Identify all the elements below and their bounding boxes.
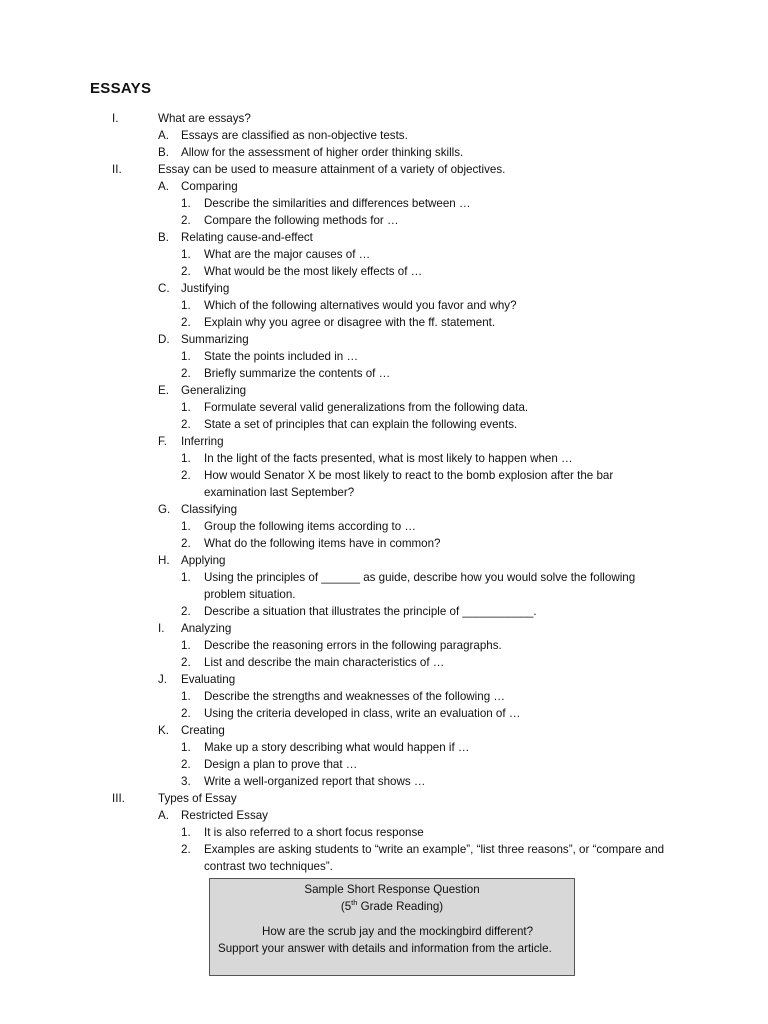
sample-box-heading: Sample Short Response Question <box>304 883 480 896</box>
outline-item-level-3 <box>0 773 768 790</box>
outline-text: Restricted Essay <box>181 809 268 822</box>
outline-text: What would be the most likely effects of … <box>204 265 423 278</box>
outline-marker: 2. <box>181 605 191 618</box>
outline-item-level-2 <box>0 127 768 144</box>
outline-marker: 2. <box>181 843 191 856</box>
outline-item-level-3 <box>0 824 768 841</box>
outline-text: Relating cause-and-effect <box>181 231 313 244</box>
outline-text: Describe a situation that illustrates the principle of ___________. <box>204 605 537 618</box>
sample-box-grade: (5th Grade Reading) <box>340 898 444 913</box>
outline-marker: 2. <box>181 265 191 278</box>
outline-item-level-3 <box>0 603 768 620</box>
outline-text: Allow for the assessment of higher order thinking skills. <box>181 146 464 159</box>
outline-text: State a set of principles that can explain the following events. <box>204 418 518 431</box>
outline-text: State the points included in … <box>204 350 359 363</box>
outline-marker: 2. <box>181 367 191 380</box>
outline-marker: A. <box>158 809 169 822</box>
outline-text: What are the major causes of … <box>204 248 371 261</box>
outline-marker: B. <box>158 146 169 159</box>
outline-text: Inferring <box>181 435 224 448</box>
outline-marker: D. <box>158 333 170 346</box>
outline-item-level-3 <box>0 654 768 671</box>
outline-item-level-3 <box>0 705 768 722</box>
outline-item-level-3 <box>0 756 768 773</box>
outline-marker: 1. <box>181 197 191 210</box>
outline-item-level-2 <box>0 229 768 246</box>
outline-text: Evaluating <box>181 673 236 686</box>
outline-marker: 1. <box>181 452 191 465</box>
outline-text: Briefly summarize the contents of … <box>204 367 391 380</box>
outline-item-level-2 <box>0 331 768 348</box>
sample-question-box <box>209 878 575 976</box>
outline-text: Design a plan to prove that … <box>204 758 358 771</box>
outline-marker: A. <box>158 129 169 142</box>
outline-text: Describe the strengths and weaknesses of the following … <box>204 690 505 703</box>
sample-box-question: How are the scrub jay and the mockingbird different? Support your answer with details and information from the article. <box>218 925 552 955</box>
outline-item-level-2 <box>0 178 768 195</box>
outline-marker: 1. <box>181 826 191 839</box>
outline-text: What do the following items have in common? <box>204 537 441 550</box>
outline-item-level-3 <box>0 348 768 365</box>
outline-text: Summarizing <box>181 333 249 346</box>
page-title: ESSAYS <box>90 80 152 97</box>
outline-marker: J. <box>158 673 168 686</box>
outline-marker: A. <box>158 180 169 193</box>
outline-item-level-2 <box>0 433 768 450</box>
outline-item-level-3 <box>0 841 768 875</box>
outline-item-level-3 <box>0 212 768 229</box>
outline-text: Using the principles of ______ as guide, describe how you would solve the following problem situation. <box>204 571 636 601</box>
outline-marker: 2. <box>181 469 191 482</box>
outline-text: Types of Essay <box>158 792 237 805</box>
outline-item-level-3 <box>0 399 768 416</box>
outline-item-level-1 <box>0 161 768 178</box>
outline-marker: 2. <box>181 656 191 669</box>
outline-text: Explain why you agree or disagree with the ff. statement. <box>204 316 496 329</box>
outline-item-level-2 <box>0 552 768 569</box>
outline-marker: C. <box>158 282 170 295</box>
outline-text: Using the criteria developed in class, write an evaluation of … <box>204 707 521 720</box>
outline-item-level-1 <box>0 110 768 127</box>
outline-text: Describe the reasoning errors in the following paragraphs. <box>204 639 502 652</box>
outline-text: Comparing <box>181 180 238 193</box>
outline-marker: 1. <box>181 571 191 584</box>
outline-marker: H. <box>158 554 170 567</box>
outline-marker: 2. <box>181 758 191 771</box>
outline-item-level-3 <box>0 365 768 382</box>
outline-text: It is also referred to a short focus response <box>204 826 424 839</box>
outline-item-level-3 <box>0 246 768 263</box>
outline-marker: G. <box>158 503 171 516</box>
outline-item-level-2 <box>0 382 768 399</box>
outline-item-level-2 <box>0 671 768 688</box>
outline-item-level-3 <box>0 535 768 552</box>
outline-marker: 1. <box>181 350 191 363</box>
outline-text: Examples are asking students to “write an example”, “list three reasons”, or “compare and contrast two techniques”. <box>204 843 665 873</box>
outline-item-level-3 <box>0 518 768 535</box>
outline-text: Justifying <box>181 282 230 295</box>
outline-item-level-3 <box>0 195 768 212</box>
outline-item-level-3 <box>0 314 768 331</box>
outline-marker: 1. <box>181 741 191 754</box>
outline-text: Classifying <box>181 503 238 516</box>
outline-text: Applying <box>181 554 226 567</box>
outline-item-level-2 <box>0 280 768 297</box>
outline-marker: III. <box>112 792 125 805</box>
outline-item-level-1 <box>0 790 768 807</box>
outline-text: Essays are classified as non-objective tests. <box>181 129 408 142</box>
outline-marker: 2. <box>181 214 191 227</box>
outline-marker: 1. <box>181 639 191 652</box>
outline-item-level-2 <box>0 620 768 637</box>
outline-text: Which of the following alternatives would you favor and why? <box>204 299 517 312</box>
outline-marker: 1. <box>181 248 191 261</box>
outline-marker: F. <box>158 435 168 448</box>
outline-item-level-2 <box>0 501 768 518</box>
outline-item-level-3 <box>0 263 768 280</box>
outline-marker: I. <box>112 112 119 125</box>
outline-item-level-3 <box>0 569 768 603</box>
outline-item-level-3 <box>0 688 768 705</box>
outline-item-level-3 <box>0 450 768 467</box>
outline-text: Write a well-organized report that shows … <box>204 775 426 788</box>
outline-marker: E. <box>158 384 169 397</box>
outline-text: Make up a story describing what would happen if … <box>204 741 470 754</box>
outline-marker: 1. <box>181 690 191 703</box>
outline-item-level-3 <box>0 739 768 756</box>
outline-text: Analyzing <box>181 622 232 635</box>
outline-item-level-3 <box>0 637 768 654</box>
outline-marker: B. <box>158 231 169 244</box>
outline-marker: 3. <box>181 775 191 788</box>
outline-marker: 2. <box>181 707 191 720</box>
outline-marker: 2. <box>181 316 191 329</box>
outline-text: List and describe the main characteristics of … <box>204 656 445 669</box>
outline-text: Generalizing <box>181 384 247 397</box>
outline-text: Compare the following methods for … <box>204 214 399 227</box>
outline-text: Describe the similarities and differences between … <box>204 197 471 210</box>
outline-marker: K. <box>158 724 169 737</box>
outline-marker: 1. <box>181 299 191 312</box>
outline-marker: II. <box>112 163 122 176</box>
outline-item-level-2 <box>0 722 768 739</box>
outline-marker: 1. <box>181 401 191 414</box>
outline-text: Group the following items according to … <box>204 520 417 533</box>
outline-marker: 2. <box>181 537 191 550</box>
outline-item-level-3 <box>0 467 768 501</box>
outline-marker: 2. <box>181 418 191 431</box>
outline-item-level-2 <box>0 144 768 161</box>
outline-text: What are essays? <box>158 112 251 125</box>
outline-item-level-3 <box>0 297 768 314</box>
essay-outline <box>0 110 768 875</box>
outline-text: In the light of the facts presented, what is most likely to happen when … <box>204 452 573 465</box>
outline-marker: 1. <box>181 520 191 533</box>
outline-text: Creating <box>181 724 225 737</box>
outline-text: Formulate several valid generalizations from the following data. <box>204 401 529 414</box>
outline-item-level-2 <box>0 807 768 824</box>
outline-text: How would Senator X be most likely to react to the bomb explosion after the bar examination last September? <box>204 469 614 499</box>
outline-text: Essay can be used to measure attainment of a variety of objectives. <box>158 163 506 176</box>
outline-marker: I. <box>158 622 165 635</box>
outline-item-level-3 <box>0 416 768 433</box>
